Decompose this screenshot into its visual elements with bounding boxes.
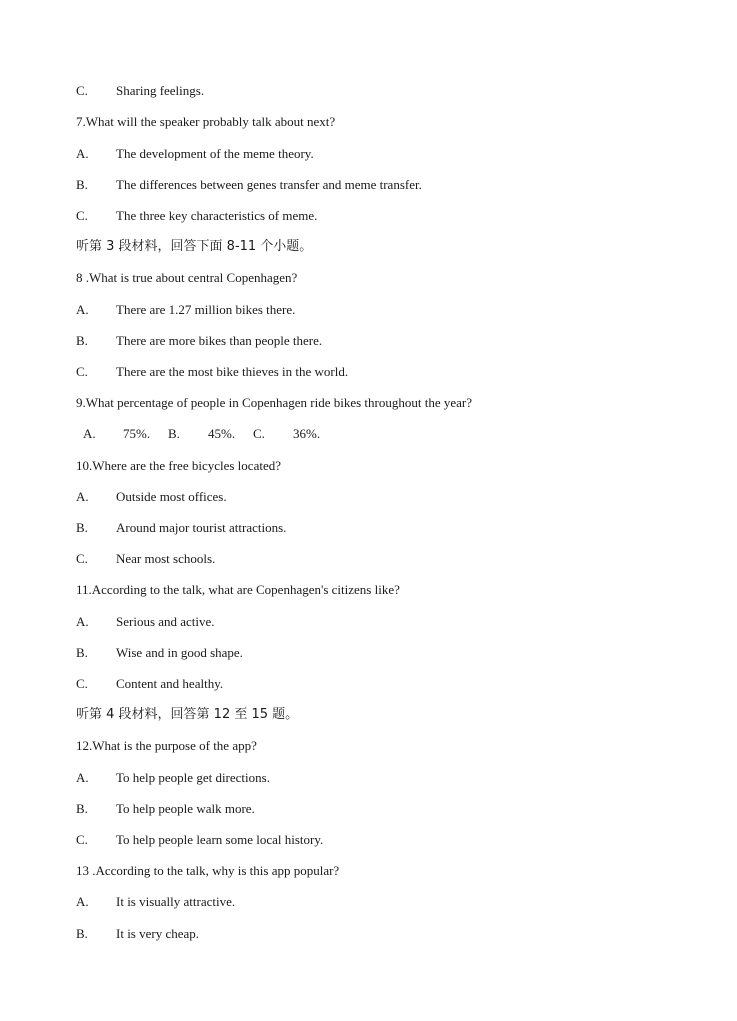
question-line: 9.What percentage of people in Copenhagen ride bikes throughout the year? xyxy=(76,395,472,410)
option-text: There are more bikes than people there. xyxy=(116,333,323,348)
option-letter: A. xyxy=(76,770,89,785)
option-letter: B. xyxy=(76,645,88,660)
option-letter: C. xyxy=(76,676,88,691)
option-text: Around major tourist attractions. xyxy=(116,520,287,535)
option-line xyxy=(76,363,348,381)
option-letter: C. xyxy=(76,208,88,223)
option-letter: C. xyxy=(253,426,265,441)
section-heading: 听第 4 段材料，回答第 12 至 15 题。 xyxy=(76,707,299,722)
question-line: 11.According to the talk, what are Copenhagen's citizens like? xyxy=(76,582,400,597)
option-text: 45%. xyxy=(208,426,236,441)
option-letter: A. xyxy=(83,426,96,441)
option-text: The development of the meme theory. xyxy=(116,146,314,161)
section-heading: 听第 3 段材料，回答下面 8-11 个小题。 xyxy=(76,239,313,254)
option-text: Sharing feelings. xyxy=(116,83,205,98)
option-text: 36%. xyxy=(293,426,321,441)
option-line xyxy=(76,82,204,100)
option-letter: A. xyxy=(76,146,89,161)
question-line: 10.Where are the free bicycles located? xyxy=(76,458,281,473)
option-text: To help people walk more. xyxy=(116,801,255,816)
option-text: To help people get directions. xyxy=(116,770,270,785)
option-line xyxy=(76,800,255,818)
option-text: Outside most offices. xyxy=(116,489,227,504)
option-line xyxy=(76,925,199,943)
inline-options xyxy=(83,425,338,443)
option-text: Wise and in good shape. xyxy=(116,645,243,660)
option-line xyxy=(76,488,227,506)
option-text: The differences between genes transfer and meme transfer. xyxy=(116,177,422,192)
option-letter: B. xyxy=(76,801,88,816)
option-line xyxy=(76,145,314,163)
option-text: The three key characteristics of meme. xyxy=(116,208,318,223)
option-text: Near most schools. xyxy=(116,551,216,566)
option-letter: C. xyxy=(76,83,88,98)
option-text: Content and healthy. xyxy=(116,676,224,691)
option-line xyxy=(76,893,235,911)
option-text: Serious and active. xyxy=(116,614,215,629)
question-line: 7.What will the speaker probably talk about next? xyxy=(76,114,336,129)
option-letter: B. xyxy=(76,520,88,535)
option-letter: B. xyxy=(168,426,180,441)
option-line xyxy=(76,176,422,194)
question-line: 13 .According to the talk, why is this app popular? xyxy=(76,863,340,878)
option-text: To help people learn some local history. xyxy=(116,832,324,847)
option-letter: C. xyxy=(76,551,88,566)
option-text: It is very cheap. xyxy=(116,926,200,941)
option-line xyxy=(76,332,322,350)
option-letter: A. xyxy=(76,302,89,317)
question-line: 12.What is the purpose of the app? xyxy=(76,738,257,753)
option-letter: B. xyxy=(76,177,88,192)
option-text: There are the most bike thieves in the world. xyxy=(116,364,349,379)
option-letter: C. xyxy=(76,832,88,847)
question-line: 8 .What is true about central Copenhagen? xyxy=(76,270,298,285)
option-line xyxy=(76,613,215,631)
option-line xyxy=(76,550,215,568)
option-line xyxy=(76,301,295,319)
option-line xyxy=(76,644,243,662)
option-letter: C. xyxy=(76,364,88,379)
option-letter: A. xyxy=(76,489,89,504)
option-line xyxy=(76,519,286,537)
option-line xyxy=(76,831,323,849)
option-text: There are 1.27 million bikes there. xyxy=(116,302,296,317)
option-letter: A. xyxy=(76,614,89,629)
option-text: 75%. xyxy=(123,426,151,441)
option-line xyxy=(76,675,223,693)
option-text: It is visually attractive. xyxy=(116,894,236,909)
option-letter: B. xyxy=(76,926,88,941)
option-letter: A. xyxy=(76,894,89,909)
option-line xyxy=(76,207,317,225)
option-letter: B. xyxy=(76,333,88,348)
option-line xyxy=(76,769,270,787)
